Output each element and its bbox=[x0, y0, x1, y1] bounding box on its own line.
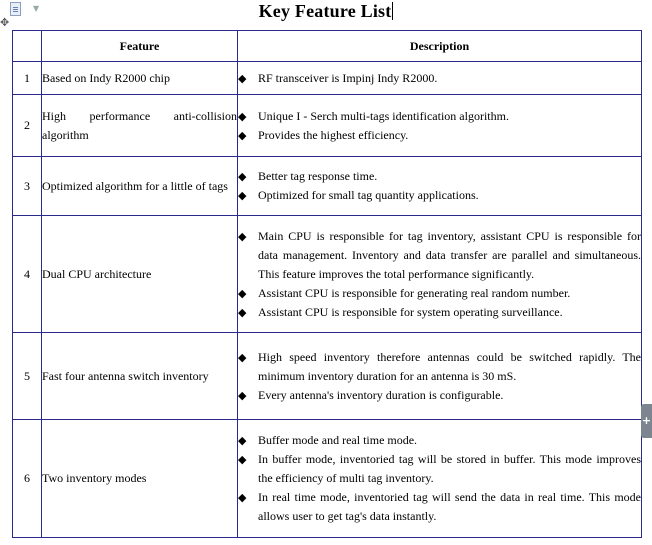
text-caret bbox=[392, 2, 393, 20]
header-description: Description bbox=[238, 31, 642, 62]
description-item: ◆ Optimized for small tag quantity applications. bbox=[238, 186, 641, 205]
feature-cell: Two inventory modes bbox=[42, 420, 238, 538]
description-item: ◆ Buffer mode and real time mode. bbox=[238, 431, 641, 450]
description-cell bbox=[238, 62, 642, 95]
description-item: ◆ RF transceiver is Impinj Indy R2000. bbox=[238, 69, 641, 88]
table-row bbox=[13, 333, 642, 420]
feature-cell: Based on Indy R2000 chip bbox=[42, 62, 238, 95]
description-item: ◆ Better tag response time. bbox=[238, 167, 641, 186]
table-row bbox=[13, 95, 642, 157]
description-cell bbox=[238, 95, 642, 157]
row-number: 4 bbox=[13, 216, 42, 333]
table-row bbox=[13, 216, 642, 333]
description-cell bbox=[238, 333, 642, 420]
header-number bbox=[13, 31, 42, 62]
description-cell bbox=[238, 420, 642, 538]
description-item: ◆ Every antenna's inventory duration is configurable. bbox=[238, 386, 641, 405]
header-feature: Feature bbox=[42, 31, 238, 62]
feature-cell: Fast four antenna switch inventory bbox=[42, 333, 238, 420]
description-item: ◆ Unique I - Serch multi-tags identification algorithm. bbox=[238, 107, 641, 126]
table-row bbox=[13, 157, 642, 216]
description-item: ◆ In real time mode, inventoried tag will send the data in real time. This mode allows user to get tag's data instantly. bbox=[238, 488, 641, 526]
row-number: 5 bbox=[13, 333, 42, 420]
description-item: ◆ High speed inventory therefore antennas could be switched rapidly. The minimum inventory duration for an antenna is 30 mS. bbox=[238, 348, 641, 386]
page-title: Key Feature List bbox=[258, 1, 392, 21]
description-item: ◆ Assistant CPU is responsible for system operating surveillance. bbox=[238, 303, 641, 322]
row-number: 1 bbox=[13, 62, 42, 95]
plus-icon[interactable]: + bbox=[641, 404, 652, 438]
description-cell bbox=[238, 157, 642, 216]
move-icon[interactable]: ✥ bbox=[0, 16, 10, 29]
description-item: ◆ Assistant CPU is responsible for generating real random number. bbox=[238, 284, 641, 303]
feature-cell: High performance anti-collision algorithm bbox=[42, 95, 238, 157]
description-item: ◆ Main CPU is responsible for tag inventory, assistant CPU is responsible for data management. Inventory and data transfer are parallel and simultaneous. This feature improves the total performance significantly. bbox=[238, 227, 641, 284]
chevron-down-icon[interactable]: ▼ bbox=[33, 4, 40, 13]
description-cell bbox=[238, 216, 642, 333]
description-item: ◆ Provides the highest efficiency. bbox=[238, 126, 641, 145]
row-number: 6 bbox=[13, 420, 42, 538]
table-row bbox=[13, 62, 642, 95]
row-number: 2 bbox=[13, 95, 42, 157]
description-item: ◆ In buffer mode, inventoried tag will be stored in buffer. This mode improves the efficiency of multi tag inventory. bbox=[238, 450, 641, 488]
table-row bbox=[13, 420, 642, 538]
table-header-row bbox=[13, 31, 642, 62]
row-number: 3 bbox=[13, 157, 42, 216]
feature-table bbox=[12, 30, 642, 538]
feature-cell: Optimized algorithm for a little of tags bbox=[42, 157, 238, 216]
feature-cell: Dual CPU architecture bbox=[42, 216, 238, 333]
